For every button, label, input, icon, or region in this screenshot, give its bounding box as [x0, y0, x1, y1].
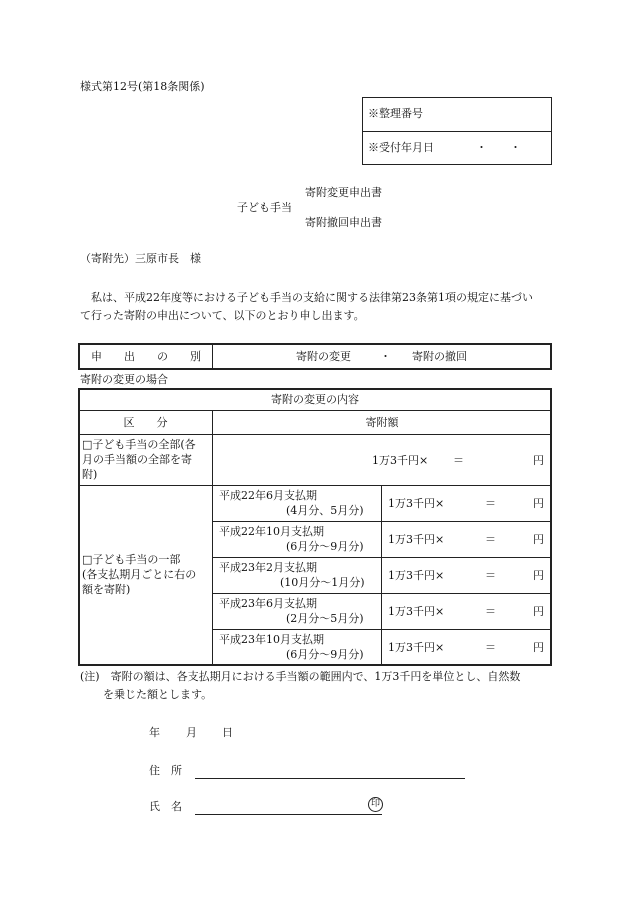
col-amount: 寄附額 [365, 416, 399, 429]
period-equals: ＝ [485, 497, 496, 510]
option-withdraw[interactable]: 寄附の撤回 [412, 350, 467, 363]
change-case-label: 寄附の変更の場合 [80, 373, 168, 386]
period-yen: 円 [533, 497, 544, 510]
name-input-line[interactable] [195, 814, 382, 815]
all-row-amount: 1万3千円× [372, 454, 429, 467]
period-name: 平成23年2月支払期 [219, 561, 317, 574]
date-day-label: 日 [222, 726, 233, 739]
period-equals: ＝ [485, 569, 496, 582]
seal-mark: 印 [368, 797, 383, 812]
name-label: 氏 名 [149, 800, 182, 813]
title-line-1: 寄附変更申出書 [305, 186, 382, 199]
period-amount: 1万3千円× [388, 641, 445, 654]
table-col-rule [212, 411, 213, 665]
period-amount: 1万3千円× [388, 569, 445, 582]
table-rule [79, 434, 551, 435]
part-row-label-1[interactable]: □子ども手当の一部 [82, 553, 181, 566]
part-row-label-3: 額を寄附) [82, 583, 131, 596]
period-equals: ＝ [485, 533, 496, 546]
request-type-label: 申 出 の 別 [91, 350, 201, 363]
address-input-line[interactable] [195, 778, 465, 779]
period-amount: 1万3千円× [388, 497, 445, 510]
col-kubun: 区 分 [123, 416, 168, 429]
all-row-equals: ＝ [453, 454, 464, 467]
office-box-divider [362, 131, 552, 132]
period-yen: 円 [533, 641, 544, 654]
period-months: (2月分～5月分) [286, 612, 364, 625]
period-amount: 1万3千円× [388, 605, 445, 618]
date-year-label: 年 [149, 726, 160, 739]
title-line-2: 寄附撤回申出書 [305, 216, 382, 229]
date-dot-2: ・ [510, 141, 521, 154]
address-label: 住 所 [149, 764, 182, 777]
period-amount: 1万3千円× [388, 533, 445, 546]
period-name: 平成23年6月支払期 [219, 597, 317, 610]
note-line-1: (注) 寄附の額は、各支払期月における手当額の範囲内で、1万3千円を単位とし、自然数 [80, 670, 521, 683]
all-row-label-1[interactable]: □子ども手当の全部(各 [82, 438, 196, 451]
period-equals: ＝ [485, 641, 496, 654]
note-line-2: を乗じた額とします。 [103, 688, 213, 701]
period-months: (6月分～9月分) [286, 540, 364, 553]
addressee: （寄附先）三原市長 様 [80, 252, 201, 265]
seiri-bango-label: ※整理番号 [368, 107, 423, 120]
form-number: 様式第12号(第18条関係) [80, 80, 205, 93]
period-months: (6月分～9月分) [286, 648, 364, 661]
table-rule [79, 485, 551, 486]
option-change[interactable]: 寄附の変更 [296, 350, 351, 363]
title-left: 子ども手当 [237, 201, 292, 214]
table-rule [79, 410, 551, 411]
all-row-label-3: 附) [82, 468, 98, 481]
request-type-divider [212, 343, 213, 370]
date-dot-1: ・ [476, 141, 487, 154]
option-separator: ・ [380, 350, 391, 363]
period-yen: 円 [533, 533, 544, 546]
period-months: (10月分～1月分) [280, 576, 365, 589]
part-row-label-2: (各支払期月ごとに右の [82, 568, 197, 581]
period-name: 平成22年6月支払期 [219, 489, 317, 502]
all-row-yen: 円 [533, 454, 544, 467]
period-yen: 円 [533, 569, 544, 582]
period-months: (4月分、5月分) [286, 504, 364, 517]
intro-line-2: て行った寄附の申出について、以下のとおり申し出ます。 [80, 309, 365, 322]
date-month-label: 月 [186, 726, 197, 739]
change-table-header: 寄附の変更の内容 [271, 393, 359, 406]
intro-line-1: 私は、平成22年度等における子ども手当の支給に関する法律第23条第1項の規定に基づい [80, 291, 533, 304]
uketsuke-date-label: ※受付年月日 [368, 141, 434, 154]
period-equals: ＝ [485, 605, 496, 618]
period-yen: 円 [533, 605, 544, 618]
all-row-label-2: 月の手当額の全部を寄 [82, 453, 192, 466]
period-name: 平成23年10月支払期 [219, 633, 324, 646]
table-col-rule [381, 486, 382, 665]
period-name: 平成22年10月支払期 [219, 525, 324, 538]
